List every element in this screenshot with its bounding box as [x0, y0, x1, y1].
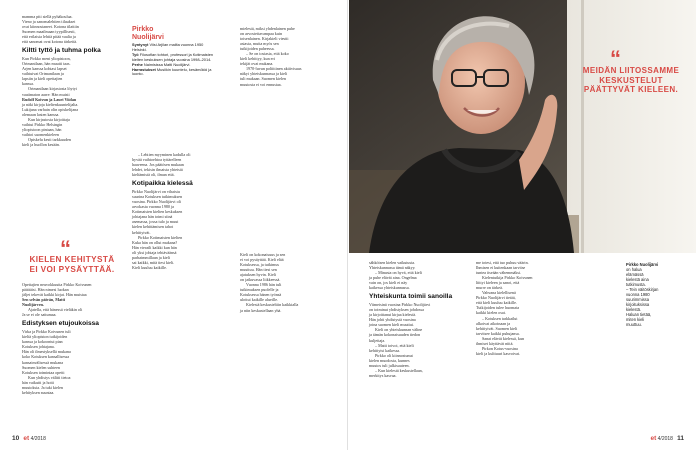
- caption-line-13: muuttuu.: [626, 322, 642, 327]
- col3-mid-6: on jatkuvassa liikkeessä.: [240, 277, 281, 283]
- pull-quote-left: [22, 255, 122, 275]
- col3-top-12: muutosta ei voi ennustaa.: [240, 81, 282, 87]
- r-col2-17: ihmiset käyttävät niitä.: [476, 340, 514, 346]
- yhteiskunta-10: kehittyisi kaikessa.: [369, 347, 401, 353]
- r-col2-7: Vahvana kielellisenä: [482, 290, 516, 296]
- col2-top-2: hyvää vaihtoehtoa tyttärelleen: [132, 157, 182, 163]
- fact-item-hobbies: [132, 68, 214, 78]
- yhteiskunta-2: on toiminut yhdistyksen johdossa: [369, 307, 424, 313]
- edistyksen-13: kehityksen suuntaa.: [22, 389, 55, 395]
- kiltti-9: Rudolf Koivun ja Lauri Viidan: [22, 96, 77, 102]
- kotipaikka-3: vuosina. Pirkko Nuolijärvi oli: [132, 199, 181, 205]
- caption-line-7: vuonna 1980: [626, 292, 650, 297]
- col2-top-4: lehdet, tekisin ilmaista yhteisiä: [132, 167, 183, 173]
- col3-top-7: kieli kehittyy, kun eri: [240, 56, 275, 62]
- kiltti-5: lapsiin ja kieli opettajien: [22, 76, 63, 82]
- heading-kotipaikka: Kotipaikka kielessä: [132, 180, 193, 188]
- kiltti-1: Kun Pirkko meni yliopistoon,: [22, 56, 71, 62]
- yhteiskunta-6: Kieli on yhteiskunnan väline: [375, 327, 423, 333]
- col1-top-6: että sanomat ovat kotona tärkeitä.: [22, 39, 78, 45]
- caption-line-1: Pirkko Nuolijärvi: [626, 262, 659, 267]
- col3-top-3: toisenlainen. Kirjakieli viestii: [240, 36, 289, 42]
- fact-box-heading-line2: Nuolijärvi: [132, 33, 164, 41]
- r-col2-6: murre on tärkeä.: [476, 285, 503, 291]
- caption-line-10: kielestä.: [626, 307, 642, 312]
- caption-line-9: kirjoituksissa: [626, 302, 650, 307]
- kiltti-11: Lukijana varhain olin opiskelijana: [22, 106, 79, 112]
- left-column-1: [22, 14, 118, 147]
- col1-bottom-4: Sen selvän päivän, Matti: [22, 297, 65, 303]
- fact-box-heading-line1: Pirkko: [132, 26, 154, 33]
- magazine-name-right: et: [650, 435, 657, 442]
- caption-line-2: on halua: [626, 267, 642, 272]
- kotipaikka-12: Hän vieraili kaikki kun hän: [132, 244, 177, 250]
- yhteiskunta-15: merkitys kasvaa.: [369, 372, 397, 378]
- page-number-right: 11: [677, 435, 684, 442]
- col3-mid-2: ei voi pysäyttää. Kieli elää: [240, 257, 284, 263]
- col3-mid-8: tutkimuksen puolelle ja: [240, 287, 279, 293]
- right-column-2: [476, 260, 572, 356]
- col3-mid-1: Kieli on kokonaisuus ja sen: [240, 252, 286, 257]
- kiltti-7: Ortmanilaan kirjastosta löytyi: [28, 86, 77, 92]
- edistyksen-6: koko Kotuksen kansallisessa: [22, 354, 70, 360]
- col3-top-2: on arvostettavampaa kuin: [240, 31, 283, 37]
- portrait-illustration: [349, 0, 696, 253]
- kotipaikka-6: johtajana hän toimi siinä: [132, 214, 173, 220]
- issue-left: 4/2018: [30, 436, 46, 442]
- r-col2-18: Pirkon Kotus-vuosina: [482, 345, 518, 351]
- col1-bottom-1: Opettajien neuvokkuutta Pirkko Koivunen: [22, 282, 92, 287]
- pull-quote-left-line1: KIELEN KEHITYSTÄ: [29, 255, 115, 264]
- col1-bottom-5: Nuolijärven.: [22, 302, 44, 308]
- yhteiskunta-3: ja kirjoittanut kirjaa kielestä.: [369, 312, 417, 318]
- left-column-3: [240, 26, 336, 87]
- kiltti-8: vaatimaton aarre: Hän muisti: [22, 91, 70, 97]
- quote-mark-right: “: [610, 46, 621, 71]
- kotipaikka-13: oli yksi johtaja tehtäväänsä: [132, 249, 177, 255]
- r-col2-3: tuntea itseään vähemmäksi.: [476, 270, 522, 276]
- col3-mid-4: muuttuu. Hän tiesi sen: [240, 267, 277, 273]
- edistyksen-5: Hän oli ilmestyksellä mukana: [22, 349, 71, 355]
- kiltti-17: Opiskelu kesti tarkkuuden: [28, 136, 71, 142]
- r-col2-2: Ihmisen ei kuitenkaan tarvitse: [476, 265, 526, 271]
- col3-mid-3: Kotuksessa, ja tutkimus: [240, 262, 280, 268]
- pull-quote-right-line1: MEIDÄN LIITOSSAMME: [582, 66, 680, 75]
- caption-line-11: Haluan tietää,: [626, 312, 652, 317]
- yhteiskunta-13: muutos tuli julkisuuteen.: [369, 362, 410, 368]
- r-col2-5: liittyi kieleen ja sanoi, että: [476, 280, 520, 286]
- pull-quote-left-line2: EI VOI PYSÄYTTÄÄ.: [29, 265, 115, 274]
- caption-line-5: tutkimusta.: [626, 282, 646, 287]
- kiltti-16: vaihtoi suomenkieleen: [22, 131, 59, 137]
- edistyksen-7: kansainvälisessä mukana: [22, 359, 64, 365]
- heading-yhteiskunta: Yhteiskunta toimii sanoilla: [369, 293, 453, 301]
- kotipaikka-10: Pirkko Kotimaisten kielten: [138, 234, 183, 240]
- col2-top-3: haaveena. Jos päätösen mukaan: [132, 162, 184, 168]
- yhteiskunta-5: joina suomen kieli muuttui.: [369, 322, 415, 328]
- col1-top-1: mamma piti siellä pyhäkoulua.: [22, 14, 73, 19]
- fact-label-work: Työ: [132, 51, 139, 57]
- col3-top-8: tekijät ovat mukana.: [240, 61, 274, 67]
- kotipaikka-16: Kieli kuuluu kaikille.: [132, 264, 167, 270]
- col3-mid-10: ulottui kaikille alueille.: [240, 297, 279, 303]
- pull-quote-right-line2: KESKUSTELUT: [599, 75, 663, 85]
- kotipaikka-7: asemassa, jossa tulo ja muut: [132, 219, 179, 225]
- yhteiskunta-7: ja tämän kokonaisuuden tiedon: [369, 332, 421, 338]
- quote-mark-left: “: [60, 236, 71, 261]
- col1-top-3: ovat kiinnostaneet. Kotona tilattiin: [22, 24, 79, 30]
- r-col1-5: vain on, jos kieli ei näy: [369, 280, 408, 286]
- edistyksen-3: kanssa ja kokoontui pian: [22, 339, 63, 345]
- fact-box-heading: [132, 26, 214, 41]
- fact-text-work: Filosofian tohtori, professori ja Kotimaisten kielten keskuksen johtaja vuosina 1998–2014.: [132, 51, 214, 62]
- kotipaikka-15: sai kaikki, mitä tiesi kieli.: [132, 259, 175, 265]
- kiltti-15: yliopistoon pintaan, hän: [22, 126, 62, 132]
- caption-line-3: elämässä: [626, 272, 644, 277]
- col3-top-1: mielestä, miksi yhdenlainen puhe: [240, 26, 295, 31]
- kotipaikka-11: Kuka hän on ollut mukana?: [132, 239, 178, 245]
- photo-caption: [626, 262, 682, 327]
- caption-line-12: miten kieli: [626, 317, 645, 322]
- magazine-name-left: et: [23, 435, 30, 442]
- r-col2-11: kaikki kielen osat.: [476, 310, 506, 316]
- kotipaikka-1: Pirkko Nuolijärvi on vihaistu: [132, 189, 180, 195]
- r-col2-14: kehittyivät. Suomen kieli: [476, 325, 518, 331]
- caption-line-4: kielestä aina: [626, 277, 649, 282]
- portrait-photo: [349, 0, 696, 253]
- r-col2-4: Kielentutkija Pirkko Koivunen: [482, 275, 533, 281]
- kotipaikka-8: kielen kehittämisen tahot: [132, 224, 174, 230]
- r-col1-3: – Minusta on hyvä, että kieli: [375, 270, 422, 276]
- left-column-2: [132, 152, 228, 270]
- kiltti-14: vaihtui Pirkko Helsingin: [22, 121, 63, 127]
- col3-top-10: näkyi yhteiskunnassa ja kieli: [240, 71, 288, 77]
- col1-top-5: että erilaisia lehtiä pitää vaalia ja: [22, 34, 76, 40]
- edistyksen-11: hän vaikutti ja hoiti: [22, 379, 54, 385]
- col3-top-5: tutkijoiden puheessa.: [240, 46, 275, 52]
- folio-right: [650, 435, 684, 442]
- yhteiskunta-8: kuljettaja.: [369, 337, 386, 343]
- right-column-1: [369, 260, 465, 378]
- kiltti-10: ja näki kirjoja kieltenkuuntelijalta.: [22, 101, 79, 107]
- col3-mid-12: ja niin keskustellaan yhä.: [240, 307, 282, 313]
- heading-edistyksen: Edistyksen etujoukoissa: [22, 320, 99, 328]
- col3-mid-5: ajatuksen hyvin. Kieli: [240, 272, 277, 278]
- issue-right: 4/2018: [657, 436, 673, 442]
- r-col2-12: – Kotuksen tarkkailut: [482, 315, 518, 321]
- kotipaikka-14: parhaimmillaan ja kieli: [132, 254, 170, 260]
- r-col2-9: että kieli kuuluu kaikille.: [476, 300, 517, 306]
- fact-label-born: Syntynyt: [132, 42, 149, 47]
- edistyksen-4: Kotuksen johtajana.: [22, 344, 55, 350]
- r-col1-1: sähköisen kielen vaikutusta.: [369, 260, 416, 265]
- kotipaikka-5: Kotimaisten kielten keskuksen: [132, 209, 183, 215]
- col3-mid-9: Kotuksessa hänen työnsä: [240, 292, 282, 298]
- caption-line-8: suurimmissa: [626, 297, 649, 302]
- pull-quote-right-line3: PÄÄTTYVÄT KIELEEN.: [583, 85, 679, 95]
- yhteiskunta-4: Hän johti yhdistystä vuosina: [369, 317, 416, 323]
- col1-top-2: Vieno ja sanomalehtien tilaukset: [22, 19, 76, 25]
- r-col1-2: Yhteiskunnassa tämä näkyy.: [369, 265, 416, 271]
- kiltti-3: Arjen kanssa kohtasi lapset: [22, 66, 67, 72]
- col1-bottom-2: päättäisi. Hän nimesi luokan: [22, 287, 69, 293]
- col3-top-4: asiasta, mutta myös sen: [240, 41, 279, 47]
- r-col2-15: tarvitsee kaikki puhujansa.: [476, 330, 520, 336]
- fact-text-born: Viisi Arjilan mailta vuonna 1950 Helsinki.: [132, 42, 204, 52]
- edistyksen-2: kieltä yliopiston tutkijoiden: [22, 334, 68, 340]
- col3-top-11: tuli mukaan. Suomen kielen: [240, 76, 286, 82]
- fact-label-family: Perhe: [132, 61, 143, 67]
- col2-top-1: – Lehtien myyminen kadulla oli: [138, 152, 191, 157]
- kiltti-13: Kun kirjastosta kirjoittaja: [28, 116, 70, 122]
- yhteiskunta-14: – Kun kielestä keskustellaan,: [375, 367, 423, 373]
- col1-bottom-6: Ajatella, että hänessä vieläkin oli: [28, 307, 83, 313]
- pull-quote-right: [572, 66, 690, 95]
- page-number-left: 10: [12, 435, 20, 442]
- left-column-3-mid: [240, 252, 336, 313]
- col3-top-6: – Se on tosiasia, että koko: [246, 51, 289, 57]
- yhteiskunta-1: Viimeisinä vuosina Pirkko Nuolijärvi: [369, 302, 431, 308]
- r-col2-13: alkoivat aikoinaan ja: [476, 320, 511, 326]
- r-col2-19: kieli ja kulttuuri kasvoivat.: [476, 350, 521, 356]
- fact-text-hobbies: Musiikin kuuntelu, kesämökki ja luonto.: [132, 66, 212, 77]
- col2-top-5: kieltämistä oli, ilman että.: [132, 172, 175, 178]
- r-col2-16: Sanat elävät kielessä, kun: [482, 335, 525, 341]
- col3-mid-11: Kielestä keskusteltiin kaikkialla: [246, 302, 299, 308]
- yhteiskunta-12: kielen muodosta, kunnes: [369, 357, 410, 363]
- kotipaikka-9: kehittyivät.: [132, 229, 151, 235]
- yhteiskunta-11: Pirkko oli kiinnostunut: [375, 352, 413, 358]
- edistyksen-9: Kotuksen toimintaa opetti: [22, 369, 65, 375]
- folio-left: [12, 435, 46, 442]
- r-col2-10: Tutkijoiden tulee huomata: [476, 305, 520, 311]
- edistyksen-8: Suomen kielen suhteen: [22, 364, 60, 370]
- col3-mid-7: Vuonna 1986 hän tuli: [246, 282, 282, 288]
- yhteiskunta-9: – Matti toivoi, että kieli: [375, 342, 414, 348]
- edistyksen-1: Virka ja Pirkko Koivunen tuli: [22, 329, 71, 335]
- kiltti-12: olemaan lasten kanssa.: [22, 111, 60, 117]
- kiltti-18: kieli ja huollon kesään.: [22, 141, 60, 147]
- caption-line-6: – Tein väitöskirjan: [626, 287, 659, 292]
- col1-top-4: Suomen maailmaan tyypillisesti,: [22, 29, 76, 35]
- col1-bottom-3: jäljet tekevät kaikki kirjat. Hän muistaa: [22, 292, 87, 298]
- kotipaikka-2: suurina Kotuksen tutkimuksen: [132, 194, 183, 200]
- kiltti-2: Ortmanilaan, hän muutti taas.: [22, 61, 71, 67]
- edistyksen-10: Kun yhdistys välitti tietoa: [28, 374, 71, 380]
- heading-kiltti: Kiltti tyttö ja tuhma polka: [22, 47, 101, 55]
- col3-top-9: 1970-luvun poliittinen aktiivisuus: [246, 66, 302, 72]
- fact-box: [132, 26, 214, 77]
- r-col1-6: kaikessa yhteiskunnassa.: [369, 285, 410, 291]
- fact-text-family: Naimisissa Matti Nuolijärvi.: [143, 61, 191, 67]
- left-column-1-bottom: [22, 282, 118, 395]
- r-col1-4: ja puhe elävät aina. Ongelma: [369, 275, 417, 281]
- r-col2-8: Pirkko Nuolijärvi tietää,: [476, 295, 516, 301]
- kiltti-6: kanssa.: [22, 81, 34, 87]
- edistyksen-12: muutoksia. Ja tuki kielen: [22, 384, 63, 390]
- fact-label-hobbies: Harrastukset: [132, 66, 156, 72]
- r-col2-1: me totesi, että tuo puhuu väärin.: [476, 260, 529, 265]
- kotipaikka-4: arvokasta vuonna 1980 ja: [132, 204, 174, 210]
- kiltti-4: vaihtuivat Ortmanilaan ja: [22, 71, 64, 77]
- col1-bottom-7: Ja se ei ole sattumaa.: [22, 312, 57, 318]
